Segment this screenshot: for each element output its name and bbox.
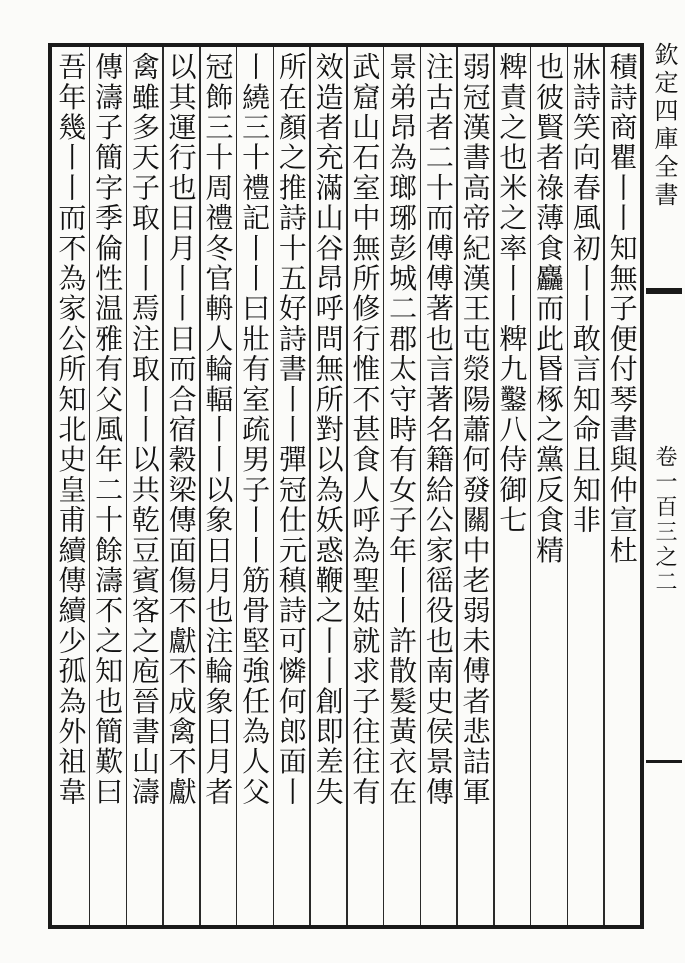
text-column: 弱冠漢書高帝紀漢王屯滎陽蕭何發關中老弱未傅者悲詰軍	[458, 52, 492, 807]
text-column: 也彼賢者祿薄食麤而此昬椓之黨反食精	[532, 52, 566, 566]
fish-tail-mark-lower	[646, 760, 682, 763]
volume-label: 卷一百三之二	[652, 445, 677, 595]
text-column: 粺責之也米之率丨丨粺九鑿八侍御七	[495, 52, 529, 536]
text-column: 丨繞三十禮記丨丨曰壯有室疏男子丨丨筋骨堅強任為人父	[238, 52, 272, 807]
text-column: 武窟山石室中無所修行惟不甚食人呼為聖姑就求子往往有	[348, 52, 382, 807]
text-column: 牀詩笑向春風初丨丨敢言知命且知非	[568, 52, 602, 536]
text-column: 效造者充滿山谷昂呼問無所對以為妖惑鞭之丨丨創即差失	[311, 52, 345, 807]
text-column: 禽雖多天子取丨丨焉注取丨丨以共乾豆賓客之庖晉書山濤	[127, 52, 161, 807]
text-column: 積詩商瞿丨丨知無子便付琴書與仲宣杜	[605, 52, 639, 566]
margin-gutter	[646, 40, 682, 930]
text-column: 以其運行也日月丨丨日而合宿穀梁傳面傷不獻不成禽不獻	[164, 52, 198, 807]
text-column: 注古者二十而傅傅著也言著名籍給公家徭役也南史侯景傳	[421, 52, 455, 807]
text-column: 傳濤子簡字季倫性温雅有父風年二十餘濤不之知也簡歎曰	[91, 52, 125, 807]
text-column: 所在顏之推詩十五好詩書丨丨彈冠仕元稹詩可憐何郎面丨	[274, 52, 308, 807]
text-column: 吾年幾丨丨而不為家公所知北史皇甫續傳續少孤為外祖韋	[54, 52, 88, 807]
fish-tail-mark	[646, 288, 682, 294]
book-title: 欽定四庫全書	[650, 42, 678, 210]
text-column: 冠飾三十周禮冬官輈人輪輻丨丨以象日月也注輪象日月者	[201, 52, 235, 807]
text-column: 景弟昂為瑯琊彭城二郡太守時有女子年丨丨許散髮黃衣在	[385, 52, 419, 807]
